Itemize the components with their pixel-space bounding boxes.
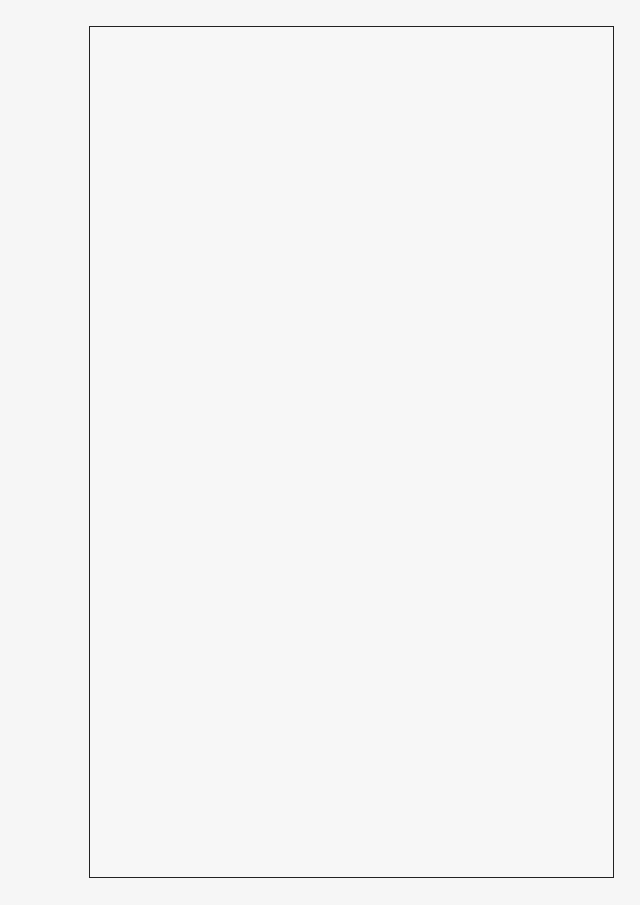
section-header-row (90, 27, 102, 877)
section-title (90, 25, 102, 877)
footer (40, 859, 51, 877)
budget-table (89, 26, 614, 878)
